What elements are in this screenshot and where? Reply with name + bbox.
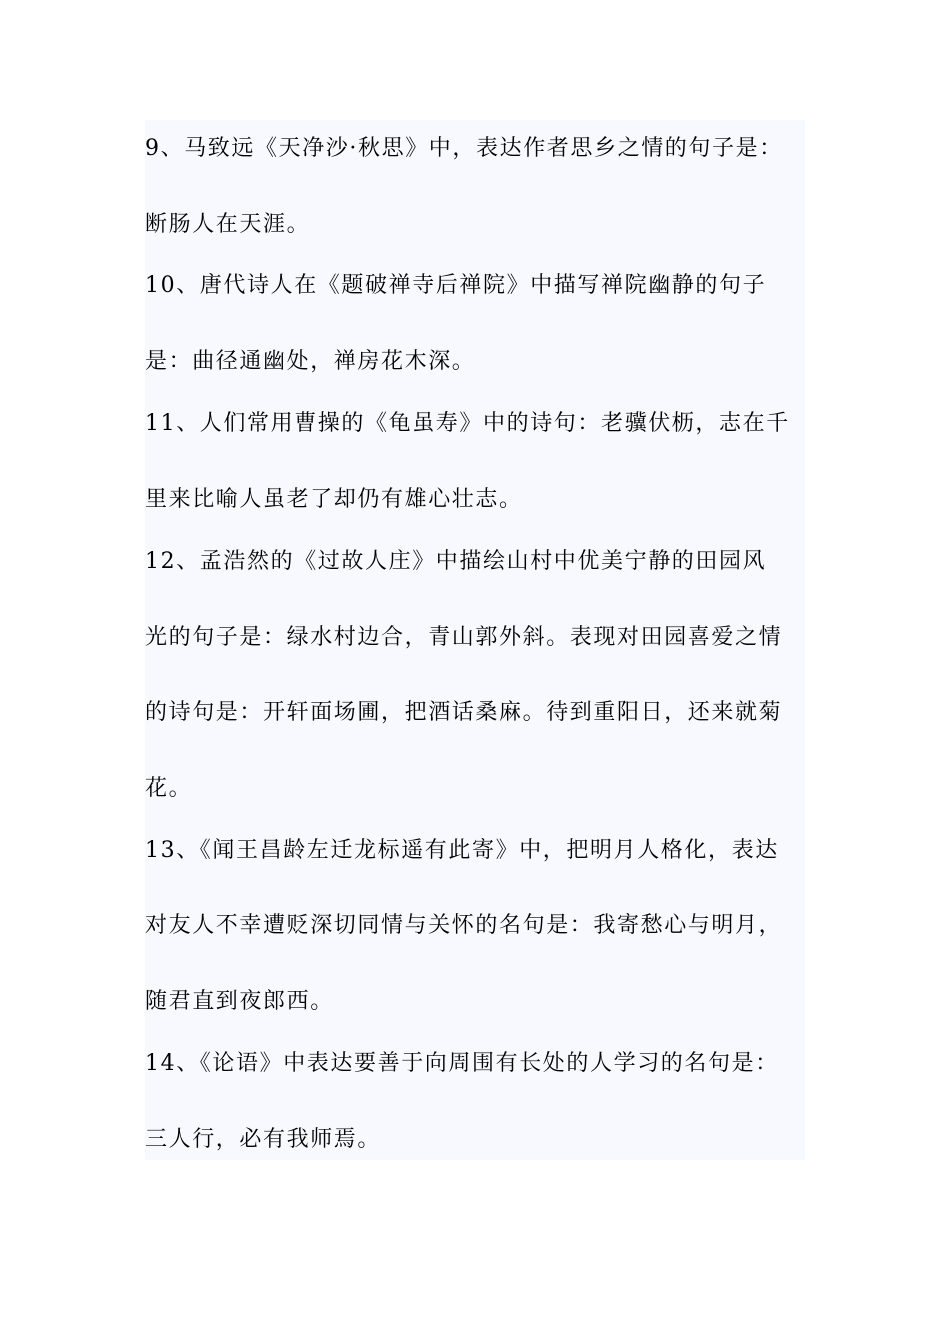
text-line: 12、孟浩然的《过故人庄》中描绘山村中优美宁静的田园风: [145, 549, 767, 574]
text-line: 断肠人在天涯。: [145, 212, 311, 237]
text-line: 10、唐代诗人在《题破禅寺后禅院》中描写禅院幽静的句子: [145, 273, 767, 298]
text-line: 里来比喻人虽老了却仍有雄心壮志。: [145, 487, 523, 512]
text-line: 11、人们常用曹操的《龟虽寿》中的诗句：老骥伏枥，志在千: [145, 411, 790, 436]
text-line: 花。: [145, 776, 193, 801]
text-line: 的诗句是：开轩面场圃，把酒话桑麻。待到重阳日，还来就菊: [145, 700, 783, 725]
text-line: 光的句子是：绿水村边合，青山郭外斜。表现对田园喜爱之情: [145, 625, 783, 650]
text-line: 9、马致远《天净沙·秋思》中，表达作者思乡之情的句子是：: [145, 136, 783, 161]
text-block: [145, 120, 805, 1160]
text-line: 随君直到夜郎西。: [145, 989, 334, 1014]
text-line: 三人行，必有我师焉。: [145, 1127, 382, 1152]
text-line: 14、《论语》中表达要善于向周围有长处的人学习的名句是：: [145, 1051, 779, 1076]
text-line: 13、《闻王昌龄左迁龙标遥有此寄》中，把明月人格化，表达: [145, 838, 779, 863]
text-line: 对友人不幸遭贬深切同情与关怀的名句是：我寄愁心与明月，: [145, 913, 783, 938]
text-line: 是：曲径通幽处，禅房花木深。: [145, 349, 476, 374]
